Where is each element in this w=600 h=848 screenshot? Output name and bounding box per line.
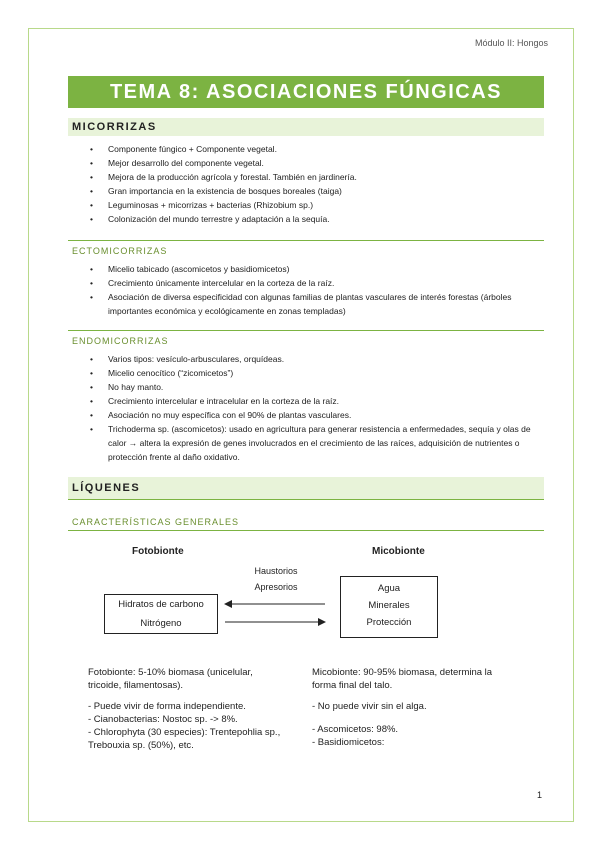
- section-ectomicorrizas: ECTOMICORRIZAS: [72, 246, 168, 256]
- list-item: • Mejora de la producción agrícola y forestal. También en jardinería.: [90, 170, 540, 184]
- divider: [68, 330, 544, 331]
- micobionte-list: [312, 700, 502, 749]
- fotobionte-label: Fotobionte: [132, 546, 184, 557]
- list-item: • Varios tipos: vesículo-arbusculares, orquídeas.: [90, 352, 540, 366]
- list-item: • Gran importancia en la existencia de bosques boreales (taiga): [90, 184, 540, 198]
- list-item: • Mejor desarrollo del componente vegetal.: [90, 156, 540, 170]
- divider: [68, 499, 544, 500]
- exchange-arrows: [220, 596, 330, 632]
- divider: [68, 240, 544, 241]
- arrow-right-icon: [225, 618, 326, 626]
- ecto-list: [90, 262, 540, 318]
- list-item: - Puede vivir de forma independiente.: [88, 701, 246, 712]
- box-line: Agua: [377, 583, 401, 594]
- fotobionte-list: [88, 700, 298, 752]
- box-line: Hidratos de carbono: [118, 599, 204, 610]
- fotobionte-description: Fotobionte: 5-10% biomasa (unicelular, tricoide, filamentosas).: [88, 667, 253, 691]
- arrow-left-icon: [224, 600, 325, 608]
- subsection-caracteristicas: CARACTERÍSTICAS GENERALES: [72, 517, 240, 527]
- list-item: • Asociación no muy específica con el 90% de plantas vasculares.: [90, 408, 540, 422]
- arrow-label-haustorios: Haustorios: [254, 566, 298, 576]
- module-header: Módulo II: Hongos: [474, 38, 548, 48]
- arrow-label-apresorios: Apresorios: [254, 582, 298, 592]
- list-item: - Cianobacterias: Nostoc sp. -> 8%.: [88, 714, 238, 725]
- micobionte-box: [340, 576, 438, 638]
- list-item: - No puede vivir sin el alga.: [312, 701, 427, 712]
- box-line: Protección: [366, 617, 412, 628]
- list-item: • Crecimiento intercelular e intracelular en la corteza de la raíz.: [90, 394, 540, 408]
- list-item: • No hay manto.: [90, 380, 540, 394]
- page-number: 1: [536, 790, 542, 800]
- section-endomicorrizas: ENDOMICORRIZAS: [72, 336, 169, 346]
- list-item: - Basidiomicetos:: [312, 737, 385, 748]
- list-item: • Componente fúngico + Componente vegetal.: [90, 142, 540, 156]
- list-item: • Colonización del mundo terrestre y adaptación a la sequía.: [90, 212, 540, 226]
- endo-list: [90, 352, 540, 464]
- fotobionte-box: [104, 594, 218, 634]
- list-item: • Micelio tabicado (ascomicetos y basidiomicetos): [90, 262, 540, 276]
- section-liquenes: LÍQUENES: [68, 477, 544, 499]
- list-item: - Chlorophyta (30 especies): Trentepohlia sp., Trebouxia sp. (50%), etc.: [88, 727, 281, 751]
- list-item: • Asociación de diversa especificidad con algunas familias de plantas vasculares de interés forestas (árboles importantes económica y ecológicamente en zonas templadas): [90, 290, 540, 318]
- micobionte-label: Micobionte: [372, 546, 425, 557]
- micobionte-description: Micobionte: 90-95% biomasa, determina la forma final del talo.: [312, 667, 493, 691]
- micorrizas-list: [90, 142, 540, 226]
- divider: [68, 530, 544, 531]
- page-title: TEMA 8: ASOCIACIONES FÚNGICAS: [68, 76, 544, 108]
- section-micorrizas: MICORRIZAS: [68, 118, 544, 136]
- list-item: • Trichoderma sp. (ascomicetos): usado en agricultura para generar resistencia a enfermedades, sequía y olas de calor → altera la expresión de genes involucrados en el crecimiento de las raíces, adquisición de nutrientes o protección frente al daño oxidativo.: [90, 422, 540, 464]
- box-line: Minerales: [368, 600, 410, 611]
- list-item: • Micelio cenocítico (“zicomicetos”): [90, 366, 540, 380]
- list-item: • Crecimiento únicamente intercelular en la corteza de la raíz.: [90, 276, 540, 290]
- list-item: • Leguminosas + micorrizas + bacterias (Rhizobium sp.): [90, 198, 540, 212]
- box-line: Nitrógeno: [140, 618, 182, 629]
- list-item: - Ascomicetos: 98%.: [312, 724, 399, 735]
